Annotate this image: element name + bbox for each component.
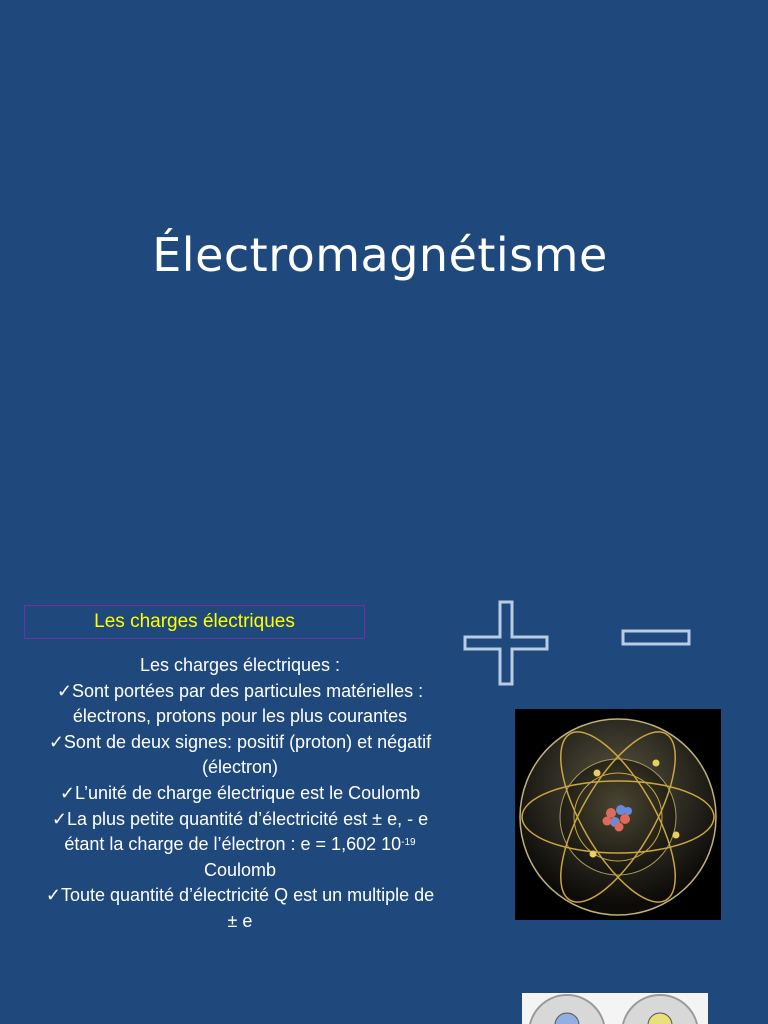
check-icon: ✓ — [45, 885, 61, 906]
bullet-text-unit: Coulomb — [203, 859, 277, 880]
check-icon: ✓ — [59, 782, 75, 803]
charges-description — [40, 653, 440, 935]
check-icon: ✓ — [51, 808, 67, 829]
exponent: -19 — [401, 837, 416, 849]
bullet-item — [40, 730, 440, 781]
plus-icon — [462, 600, 550, 686]
bullet-text: Sont de deux signes: positif (proton) et négatif (électron) — [63, 731, 432, 778]
intro-line: Les charges électriques : — [139, 655, 341, 675]
check-icon: ✓ — [48, 731, 64, 752]
bullet-text: Sont portées par des particules matérielles : électrons, protons pour les plus courantes — [71, 680, 424, 727]
bullet-text: Toute quantité d’électricité Q est un multiple de ± e — [60, 885, 435, 931]
bullet-item — [40, 883, 440, 934]
bullet-text: La plus petite quantité d’électricité est ± e, - e étant la charge de l’électron : e = 1,602 10 — [64, 808, 429, 855]
slide-title: Électromagnétisme — [152, 228, 608, 282]
cell-illustration — [522, 993, 708, 1024]
bullet-item — [40, 781, 440, 807]
check-icon: ✓ — [56, 680, 72, 701]
section-heading: Les charges électriques — [94, 611, 295, 632]
minus-icon — [620, 629, 692, 647]
bullet-item — [40, 679, 440, 730]
atom-illustration — [515, 709, 721, 920]
section-heading-box — [24, 605, 365, 639]
bullet-item — [40, 807, 440, 884]
bullet-text: L’unité de charge électrique est le Coulomb — [74, 782, 421, 803]
